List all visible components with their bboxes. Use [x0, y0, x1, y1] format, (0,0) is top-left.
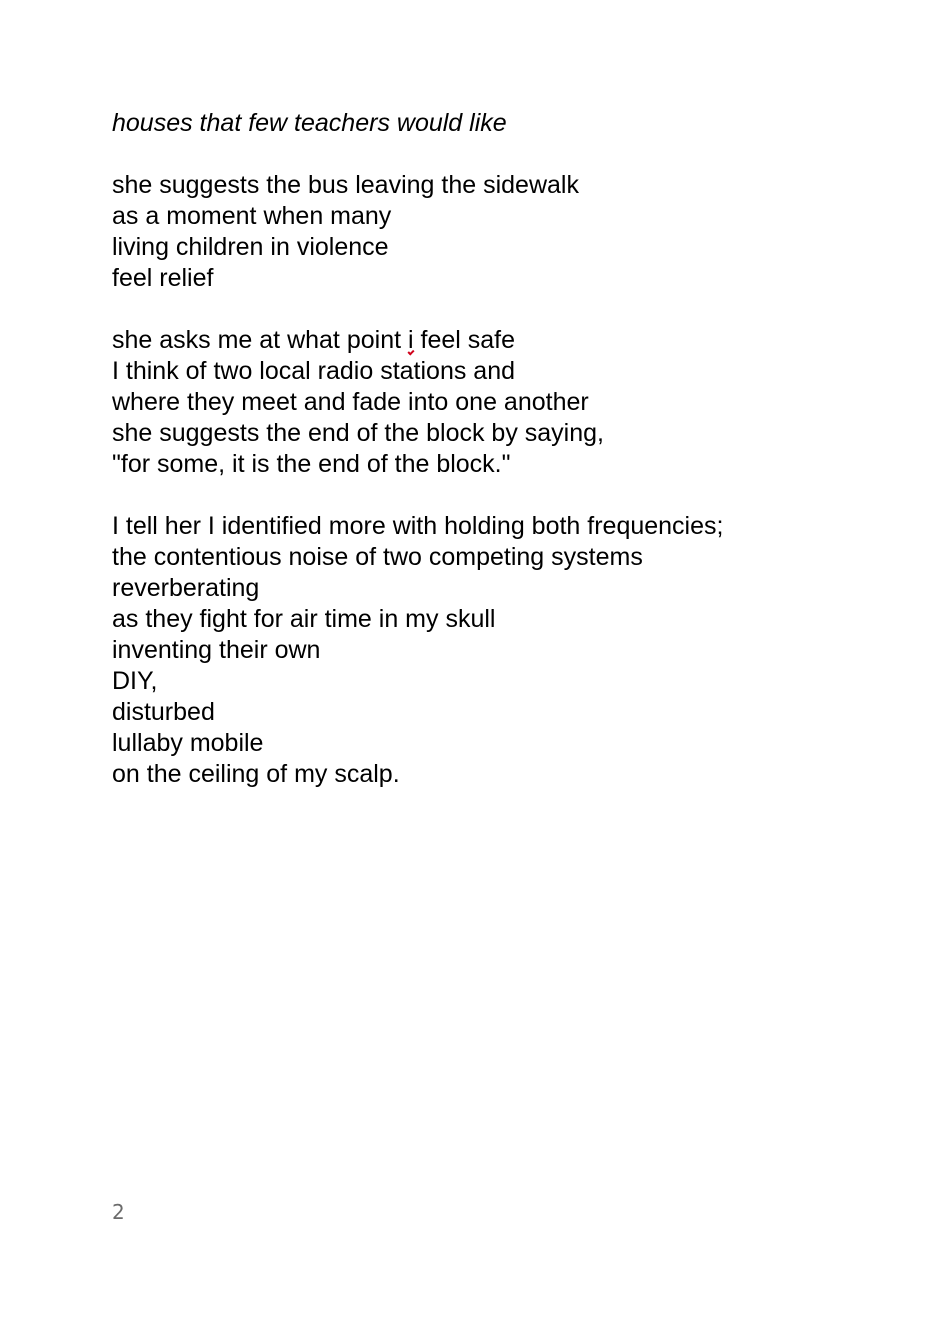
poem-line: living children in violence: [112, 233, 389, 261]
poem-line: [112, 325, 892, 356]
poem-line: inventing their own: [112, 636, 321, 664]
poem-line: lullaby mobile: [112, 729, 264, 757]
line-text: she asks me at what point: [112, 326, 408, 354]
poem-line: she suggests the bus leaving the sidewalk: [112, 171, 579, 199]
stanza-2: [112, 325, 892, 480]
poem-line: she suggests the end of the block by saying,: [112, 419, 604, 447]
poem-line: disturbed: [112, 698, 215, 726]
poem-line: feel relief: [112, 264, 214, 292]
poem-line: reverberating: [112, 574, 260, 602]
poem: [112, 108, 892, 790]
poem-line: I tell her I identified more with holding both frequencies;: [112, 512, 724, 540]
stanza-3: [112, 511, 892, 790]
poem-line: I think of two local radio stations and: [112, 357, 516, 385]
poem-line: the contentious noise of two competing systems: [112, 543, 643, 571]
poem-line: where they meet and fade into one another: [112, 388, 589, 416]
poem-line: on the ceiling of my scalp.: [112, 760, 400, 788]
poem-line: as a moment when many: [112, 202, 392, 230]
spellcheck-flagged-word[interactable]: i: [407, 326, 414, 354]
poem-title: houses that few teachers would like: [112, 109, 507, 137]
page-number: 2: [112, 1200, 125, 1224]
poem-line: as they fight for air time in my skull: [112, 605, 496, 633]
poem-line: "for some, it is the end of the block.": [112, 450, 511, 478]
poem-line: DIY,: [112, 667, 158, 695]
stanza-1: [112, 170, 892, 294]
line-text: feel safe: [413, 326, 515, 354]
